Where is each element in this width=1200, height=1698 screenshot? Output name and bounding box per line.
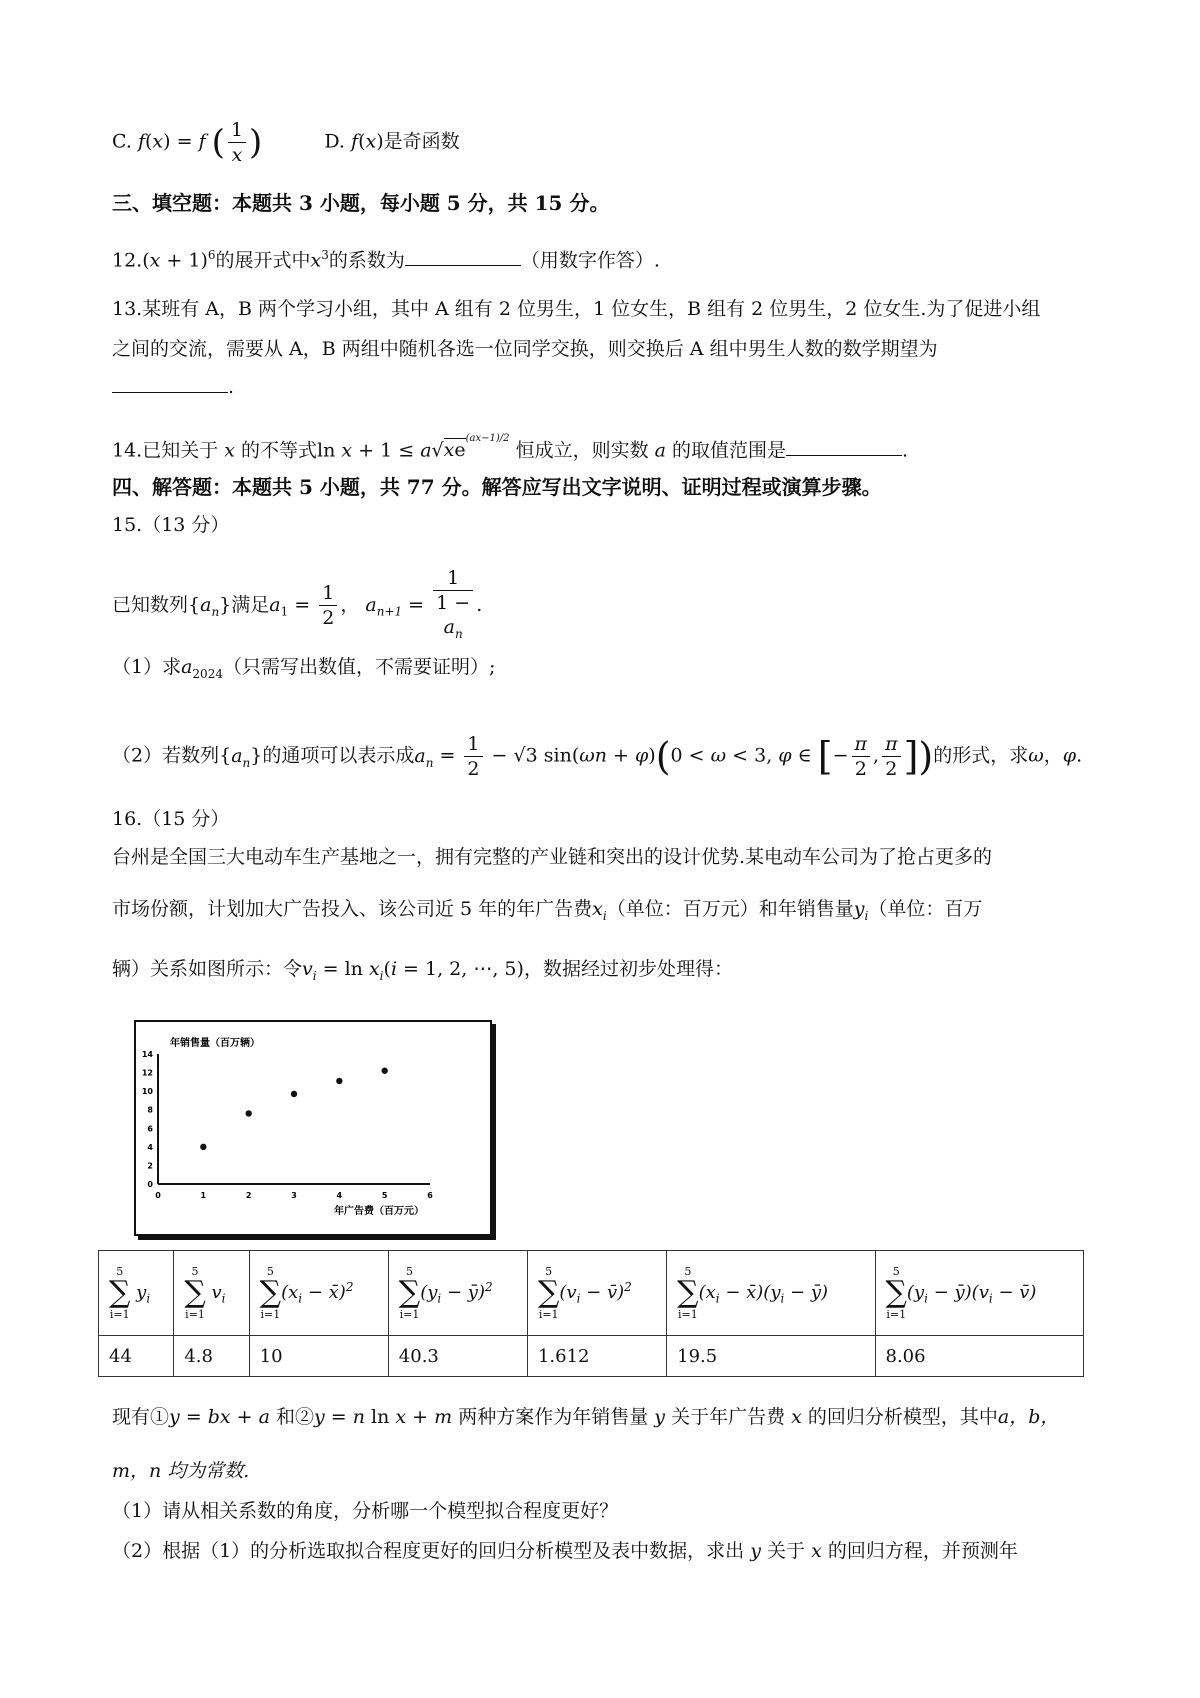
q11-options: C. f(x) = f ( $\frac{1}{x}$ ) D. f(x)是奇函数 — [112, 119, 460, 166]
x-tick-label: 6 — [427, 1191, 433, 1200]
q16-line-1: 台州是全国三大电动车生产基地之一，拥有完整的产业链和突出的设计优势.某电动车公司为了抢占更多的 — [112, 846, 993, 868]
q16-models-text-5: 的回归分析模型，其中 — [807, 1406, 998, 1428]
x-axis-label: 年广告费（百万元） — [334, 1206, 424, 1217]
q16-line-2: 市场份额，计划加大广告投入、该公司近 5 年的年广告费$x_i$（单位：百万元）和年销售量$y_i$（单位：百万 — [112, 898, 983, 923]
table-cell: 40.3 — [388, 1336, 527, 1377]
q16-line2-text-2: （单位：百万元）和年销售量 — [606, 898, 854, 920]
data-table — [98, 1250, 1084, 1377]
q14-text-4: 的取值范围是 — [672, 439, 787, 462]
x-tick-label: 4 — [336, 1191, 343, 1200]
data-point — [336, 1078, 342, 1084]
y-tick-label: 0 — [147, 1180, 153, 1189]
q16-line2-text-1: 市场份额，计划加大广告投入、该公司近 5 年的年广告费 — [112, 898, 593, 920]
header-sum-yv-dev: 5 ∑ i=1 ($y_i$ − $ȳ)(v_i$ − v̄) — [875, 1251, 1084, 1336]
table-cell: 10 — [249, 1336, 388, 1377]
q15-part2-text-3: 的形式，求 — [933, 744, 1029, 767]
q12-number: 12. — [112, 249, 143, 272]
q14-text-2: 的不等式 — [241, 439, 318, 462]
q14-answer-blank[interactable] — [786, 435, 902, 456]
q12-text-2: 的系数为 — [328, 249, 405, 272]
y-tick-label: 12 — [141, 1068, 153, 1078]
q15-part-2: （2）若数列$\{a_n\}$的通项可以表示成$a_n$ = $\frac{1}{2}$ − √3 sin(ωn + φ)(0 < ω < 3, φ ∈ [− $\frac{\pi}{2}$ , $\frac{\pi}{2}$ ])的形式，求ω，φ. — [112, 733, 1083, 780]
q15-part2-text-1: （2）若数列 — [112, 744, 220, 767]
q15-title: 15.（13 分） — [112, 514, 230, 536]
q14-text-3: 恒成立，则实数 — [515, 439, 649, 462]
q14-text-1: 14.已知关于 — [112, 439, 219, 462]
q16-line2-text-3: （单位：百万 — [868, 898, 983, 920]
q16-part2-text-1: （2）根据（1）的分析选取拟合程度更好的回归分析模型及表中数据，求出 — [112, 1540, 745, 1562]
q16-line-3: 辆）关系如图所示：令$v_i = \ln x_i(i = 1$, 2, ⋯, 5)，数据经过初步处理得： — [112, 958, 733, 983]
q13-answer-blank[interactable] — [112, 372, 228, 393]
data-point — [245, 1110, 251, 1116]
y-tick-label: 4 — [147, 1142, 153, 1152]
chart-title: 年销售量（百万辆） — [170, 1038, 260, 1049]
y-tick-label: 2 — [147, 1161, 153, 1171]
header-sum-v: 5 ∑ i=1 $v_i$ — [174, 1251, 249, 1336]
scatter-chart-svg — [136, 1022, 490, 1234]
x-tick-label: 0 — [155, 1191, 161, 1200]
q15-part-1: （1）求$a_{2024}$（只需写出数值，不需要证明）; — [112, 656, 496, 681]
data-point — [291, 1091, 297, 1097]
header-sum-x-dev-sq: 5 ∑ i=1 ($x_i$ − x̄)$^2$ — [249, 1251, 388, 1336]
x-tick-label: 5 — [381, 1191, 388, 1200]
header-sum-xy-dev: 5 ∑ i=1 ($x_i$ − $x̄)(y_i$ − ȳ) — [667, 1251, 875, 1336]
q16-part2-text-2: 关于 — [767, 1540, 806, 1562]
q16-models-text-6: a，b， — [997, 1406, 1060, 1428]
question-13-line-3 — [112, 372, 234, 402]
scatter-chart — [134, 1020, 492, 1236]
q14-end: . — [902, 439, 909, 462]
q16-part2-text-3: 的回归方程，并预测年 — [827, 1540, 1018, 1562]
section-4-heading: 四、解答题：本题共 5 小题，共 77 分。解答应写出文字说明、证明过程或演算步骤。 — [112, 475, 882, 499]
y-tick-label: 10 — [141, 1087, 153, 1097]
header-sum-y: 5 ∑ i=1 $y_i$ — [99, 1251, 174, 1336]
q11-option-d-text: 是奇函数 — [383, 130, 460, 153]
q15-given-text-2: 满足 — [231, 593, 270, 616]
q16-models-text-2: 和② — [276, 1406, 315, 1428]
question-13-line-2: 之间的交流，需要从 A，B 两组中随机各选一位同学交换，则交换后 A 组中男生人数的数学期望为 — [112, 338, 938, 360]
section-3-heading: 三、填空题：本题共 3 小题，每小题 5 分，共 15 分。 — [112, 191, 610, 215]
x-tick-label: 3 — [291, 1191, 297, 1200]
table-cell: 1.612 — [527, 1336, 666, 1377]
x-tick-label: 2 — [245, 1191, 252, 1200]
q16-line3-text-1: 辆）关系如图所示：令 — [112, 958, 303, 980]
q16-constants-line: m，n 均为常数. — [112, 1460, 250, 1482]
q12-text-1: 的展开式中 — [215, 249, 311, 272]
y-tick-label: 8 — [147, 1105, 153, 1115]
table-header-row — [99, 1251, 1084, 1336]
q16-part-2: （2）根据（1）的分析选取拟合程度更好的回归分析模型及表中数据，求出 y 关于 x 的回归方程，并预测年 — [112, 1540, 1018, 1562]
q16-models-text-3: 两种方案作为年销售量 — [458, 1406, 649, 1428]
q11-option-c-formula: f — [137, 130, 145, 153]
table-cell: 4.8 — [174, 1336, 249, 1377]
q16-title: 16.（15 分） — [112, 808, 230, 830]
data-point — [200, 1144, 206, 1150]
q12-hint: （用数字作答）. — [520, 249, 660, 272]
q15-given-text-1: 已知数列 — [112, 593, 189, 616]
q15-part2-text-2: 的通项可以表示成 — [262, 744, 415, 767]
data-point — [381, 1068, 387, 1074]
q16-line3-text-2: ，数据经过初步处理得： — [523, 958, 733, 980]
table-cell: 44 — [99, 1336, 174, 1377]
q11-option-d-label: D. — [324, 130, 345, 153]
q15-part1-text-1: （1）求 — [112, 656, 182, 678]
question-12: $12.(x + 1)^6$的展开式中$x^3$的系数为 （用数字作答）. — [112, 240, 660, 275]
table-cell: 8.06 — [875, 1336, 1084, 1377]
q11-option-c-label: C. — [112, 130, 132, 153]
table-cell: 19.5 — [667, 1336, 875, 1377]
q15-part2-end: . — [1076, 744, 1083, 767]
q12-answer-blank[interactable] — [405, 245, 521, 266]
q16-models-line: 现有①y = bx + a 和②y = n ln x + m 两种方案作为年销售量 y 关于年广告费 x 的回归分析模型，其中a，b， — [112, 1406, 1060, 1428]
x-tick-label: 1 — [200, 1191, 207, 1200]
q16-part-1: （1）请从相关系数的角度，分析哪一个模型拟合程度更好？ — [112, 1500, 619, 1522]
header-sum-y-dev-sq: 5 ∑ i=1 ($y_i$ − ȳ)$^2$ — [388, 1251, 527, 1336]
question-14: 14.已知关于 x 的不等式$\ln x + 1 \le a√xe^{(ax-1)/2}$ 恒成立，则实数 a 的取值范围是 . — [112, 433, 909, 462]
q15-given: 已知数列$\{a_n\}$满足$a_1$ = $\frac{1}{2}$ ， $a_{n+1}$ = 1 1 − $a_n$ . — [112, 567, 483, 641]
question-13-line-1: 13.某班有 A，B 两个学习小组，其中 A 组有 2 位男生，1 位女生，B 组有 2 位男生，2 位女生.为了促进小组 — [112, 298, 1041, 320]
header-sum-v-dev-sq: 5 ∑ i=1 ($v_i$ − v̄)$^2$ — [527, 1251, 666, 1336]
q16-models-text-1: 现有① — [112, 1406, 170, 1428]
y-tick-label: 6 — [147, 1124, 153, 1134]
table-values-row — [99, 1336, 1084, 1377]
q15-part1-text-2: （只需写出数值，不需要证明）; — [222, 656, 496, 678]
q16-models-text-4: 关于年广告费 — [671, 1406, 786, 1428]
y-tick-label: 14 — [141, 1050, 153, 1059]
q13-end: . — [228, 376, 235, 398]
